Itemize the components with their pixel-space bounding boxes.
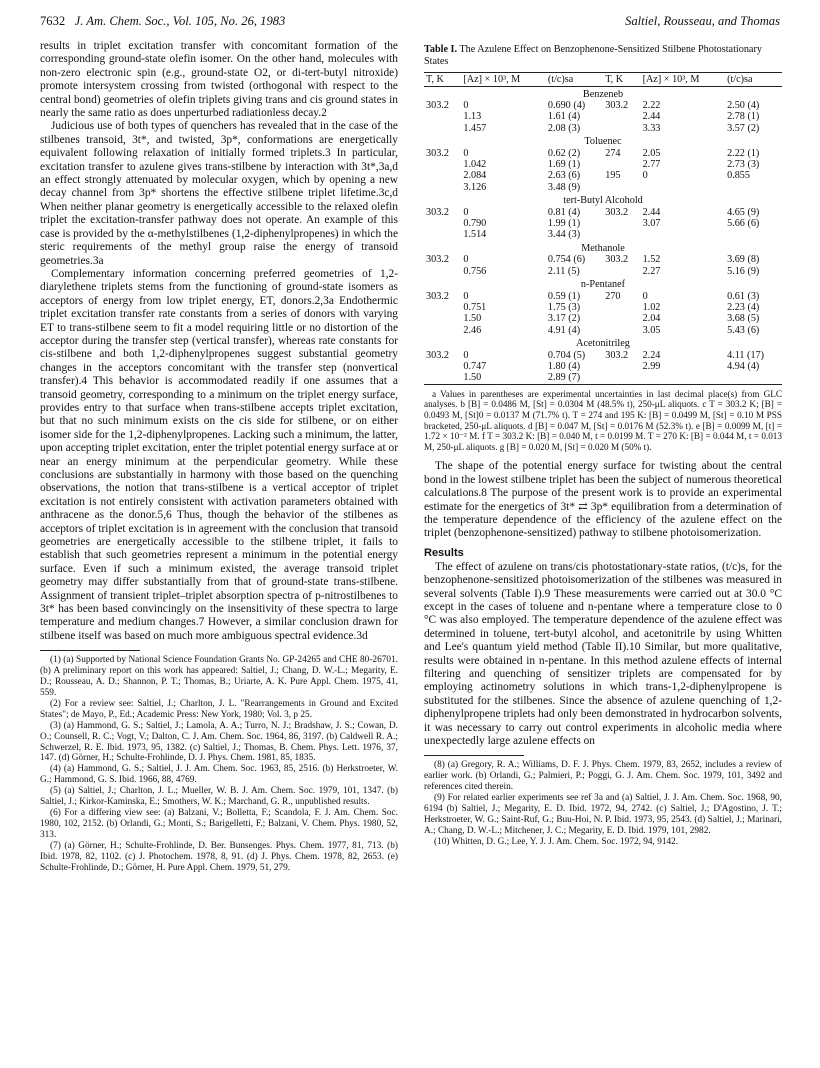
- right-body-text: [424, 460, 782, 540]
- solvent-name: Methanole: [581, 242, 625, 254]
- table-cell: 270: [605, 290, 621, 302]
- solvent-name: tert-Butyl Alcohold: [563, 195, 643, 207]
- table-cell: 0 0.756: [463, 254, 487, 277]
- header-left: [40, 14, 285, 29]
- footnote: (2) For a review see: Saltiel, J.; Charlton, J. L. "Rearrangements in Ground and Excited States"; de Mayo, P., Ed.; Academic Press: New York, 1980; Vol. 3, p 25.: [40, 698, 398, 720]
- right-footnotes: [424, 760, 782, 847]
- table-cell: 0.704 (5) 1.80 (4) 2.89 (7): [547, 349, 586, 384]
- table-caption: [424, 44, 782, 68]
- table-cell: 303.2: [605, 254, 629, 266]
- table-cell: 0 1.13 1.457: [463, 100, 487, 134]
- footnote: (6) For a differing view see: (a) Balzani, V.; Bolletta, F.; Scandola, F. J. Am. Chem. Soc. 1980, 102, 2152. (b) Orlandi, G.; Monti, S.; Barigelletti, F.; Balzani, V. Chem. Phys. 1980, 52, 313.: [40, 807, 398, 840]
- solvent-group-row: [424, 134, 782, 147]
- table-cell: 3.69 (8) 5.16 (9): [727, 254, 760, 277]
- left-column: [40, 40, 398, 873]
- body-paragraph: Judicious use of both types of quenchers has revealed that in the case of the stilbenes transoid, 3t*, and twisted, 3p*, conformations are energetically equivalent following relaxation of initially formed triplets.3 In particular, excitation transfer to azulene gives trans-stilbene by interaction with 3t*,3a,d an effect strongly attenuated by molecular oxygen, which by opening a new decay channel from 3p* shortens the effective stilbene triplet lifetime.3c,d When neither planar geometry is energetically accessible to the relaxed olefin triplet the excitation-transfer pathway does not operate. An example of this case is provided by the α-methylstilbenes (1,2-diphenylpropenes) in which the steric requirements of the methyl group raise the energy of transoid geometries.3a: [40, 120, 398, 267]
- solvent-group-row: [424, 277, 782, 290]
- table-bottom-rule: [424, 384, 782, 385]
- solvent-group-row: [424, 86, 782, 100]
- table-column-header: [Az] × 10³, M: [642, 73, 700, 85]
- footnote: (4) (a) Hammond, G. S.; Saltiel, J. J. Am. Chem. Soc. 1963, 85, 2516. (b) Herkstroeter, W. G.; Hammond, G. S. Ibid. 1966, 88, 4769.: [40, 764, 398, 786]
- table-cell: 303.2: [605, 100, 629, 111]
- solvent-group-row: [424, 241, 782, 254]
- table-cell: 0.61 (3) 2.23 (4) 3.68 (5) 5.43 (6): [727, 290, 760, 336]
- body-paragraph: Complementary information concerning preferred geometries of 1,2-diarylethene triplets stems from the functioning of ground-state isomers as acceptors of energy from low triplet energy, ET, donors.2,3a Endothermic triplet excitation transfer rate constants from a series of donors with varying ET to trans-stilbene seem to fit a model requiring little or no distortion of the acceptor during the transfer step (vertical transfer), whereas rate constants for cis-stilbene and both 1,2-diphenylpropenes suggest substantial geometry changes in the acceptors concomitant with the transfer step (nonvertical transfer).4 This behavior is accommodated readily if one assumes that a transoid geometry, corresponding to a minimum on the triplet energy surface, provides entry to that surface when trans-stilbene accepts triplet excitation, but that no such minimum exists on the cis side for stilbene, or on either isomer side for the 1,2-diphenylpropenes. Lacking such a minimum, the latter, upon accepting triplet excitation, enter the triplet potential energy surface at or near an energy minimum at the perpendicular geometry. While these conclusions are substantially in harmony with those based on the quenching observations, the notion that trans-stilbene is a vertical acceptor of triplet excitation is not entirely consistent with activation parameters obtained with anthracene as the donor.5,6 Thus, though the behavior of the stilbenes as acceptors of triplet excitation is in agreement with the conclusion that transoid geometries are energetically accessible to the stilbene triplet, it fails to establish that such geometries represent a minimum in the potential energy surface. Even if such a minimum existed, the average transoid triplet geometry may differ substantially from that of ground-state trans-stilbene. Assignment of transient triplet–triplet absorption spectra of p-nitrostilbenes to 3t* has been based convincingly on the insensitivity of these spectra to large temperature and medium changes.7 However, a similar conclusion drawn for stilbene itself was based on much more ambiguous spectral evidence.3d: [40, 267, 398, 642]
- table-cell: 2.22 2.44 3.33: [642, 100, 661, 134]
- running-header: [40, 14, 780, 34]
- body-paragraph: results in triplet excitation transfer with concomitant formation of the corresponding ground-state olefin isomer. On the other hand, molecules with non-zero electronic spin (e.g., ground-state O2, or di-tert-butyl nitroxide) promote intersystem crossing from twisted (orthogonal with respect to the central bond) geometries of olefin triplets giving trans and cis ground states in nearly the same ratio as does unperturbed radiationless decay.2: [40, 40, 398, 120]
- page-number: 7632: [40, 14, 66, 28]
- table-cell: 2.44 3.07: [642, 206, 661, 230]
- table-cell: 303.2: [426, 100, 449, 111]
- table-row: [424, 350, 782, 384]
- table-cell: 303.2: [426, 147, 449, 159]
- table-header-row: [424, 72, 782, 86]
- table-body: [424, 86, 782, 384]
- table-column-header: T, K: [426, 73, 444, 85]
- footnote: (7) (a) Görner, H.; Schulte-Frohlinde, D. Ber. Bunsenges. Phys. Chem. 1977, 81, 713. (b) Ibid. 1978, 82, 1102. (c) J. Photochem. 1978, 8, 91. (d) J. Phys. Chem. 1978, 82, 2653. (e) Schulte-Frohlinde, D.; Görner, H. Pure Appl. Chem. 1979, 51, 279.: [40, 840, 398, 873]
- solvent-group-row: [424, 336, 782, 349]
- footnote: (8) (a) Gregory, R. A.; Williams, D. F. J. Phys. Chem. 1979, 83, 2652, includes a review of earlier work. (b) Orlandi, G.; Palmieri, P.; Poggi, G. J. Am. Chem. Soc. 1979, 101, 3492 and references cited therein.: [424, 760, 782, 793]
- table-cell: 303.2: [426, 254, 449, 266]
- table-cell: 0 1.042 2.084 3.126: [463, 147, 487, 193]
- solvent-name: Toluenec: [584, 136, 622, 148]
- footnote-rule-right: [424, 755, 524, 756]
- table-row: [424, 207, 782, 241]
- table-cell: 1.52 2.27: [642, 254, 661, 277]
- azulene-effect-table: [424, 72, 782, 384]
- left-body-text: [40, 40, 398, 643]
- table-caption-text: The Azulene Effect on Benzophenone-Sensitized Stilbene Photostationary States: [424, 44, 762, 67]
- table-column-header: (t/c)sa: [727, 73, 753, 85]
- table-cell: 0 1.02 2.04 3.05: [642, 290, 661, 336]
- results-heading: Results: [424, 546, 464, 559]
- table-cell: 303.2: [605, 206, 629, 218]
- body-paragraph: The shape of the potential energy surface for twisting about the central bond in the lowest stilbene triplet has been the subject of numerous theoretical calculations.8 The purpose of the present work is to provide an experimental estimate for the energetics of 3t* ⇄ 3p* equilibration from a determination of the temperature dependence of the efficiency of the azulene effect on the triplet (benzophenone-sensitized) pathway to stilbene photoisomerization.: [424, 460, 782, 540]
- table-cell: 2.24 2.99: [642, 349, 661, 372]
- footnote: (9) For related earlier experiments see ref 3a and (a) Saltiel, J. J. Am. Chem. Soc. 1968, 90, 6194 (b) Saltiel, J.; Megarity, E. D. Ibid. 1972, 94, 2742. (c) Saltiel, J.; D'Agostino, J. T.; Herkstroeter, W. G.; Saint-Ruf, G.; Buu-Hoi, N. P. Ibid. 1973, 95, 2543. (d) Saltiel, J.; Marinari, A.; Chang, D. W.-L.; Mitchener, J. C.; Megarity, E. D. Ibid. 1979, 101, 2982.: [424, 793, 782, 836]
- table-row: [424, 254, 782, 277]
- table-cell: 2.05 2.77 0: [642, 147, 661, 182]
- journal-name: J. Am. Chem. Soc.,: [74, 14, 170, 28]
- body-paragraph: The effect of azulene on trans/cis photostationary-state ratios, (t/c)s, for the benzophenone-sensitized photoisomerization of the stilbenes was measured in several solvents (Table I).9 These measurements were carried out at 30.0 °C except in the cases of toluene and n-pentane where a temperature close to 0 °C was also employed. The temperature dependence of the azulene effect was determined in toluene, tert-butyl alcohol, and acetonitrile by using Whitten and Lee's quantum yield method (Table II).10 Similar, but more qualitative, results were obtained in n-pentane. In this method azulene effects of internal filtering and quenching of sensitizer triplets are compensated for by employing actinometry solutions in which trans-1,2-diphenylpropene is substituted for the stilbenes. Since the absence of azulene quenching of 1,2-diphenylpropene triplets had only been demonstrated in hydrocarbon solvents, it was necessary to carry out control experiments in alcoholic media where unexpectedly large azulene effects on: [424, 560, 782, 748]
- left-footnotes: [40, 655, 398, 873]
- solvent-name: n-Pentanef: [580, 279, 626, 291]
- table-cell: 4.65 (9) 5.66 (6): [727, 206, 760, 230]
- table-cell: 0.690 (4) 1.61 (4) 2.08 (3): [547, 100, 586, 134]
- table-cell: 0 0.747 1.50: [463, 349, 487, 384]
- footnote: (5) (a) Saltiel, J.; Charlton, J. L.; Mueller, W. B. J. Am. Chem. Soc. 1979, 101, 1347. (b) Saltiel, J.; Kirkor-Kaminska, E.; Smothers, W. K.; Marchand, G. R., unpublished results.: [40, 786, 398, 808]
- right-column: [424, 40, 782, 848]
- table-cell: 2.50 (4) 2.78 (1) 3.57 (2): [727, 100, 760, 134]
- solvent-group-row: [424, 193, 782, 206]
- table-cell: 2.22 (1) 2.73 (3) 0.855: [727, 147, 760, 182]
- volume-issue: Vol. 105, No. 26, 1983: [172, 14, 286, 28]
- table-row: [424, 100, 782, 134]
- footnote: (1) (a) Supported by National Science Foundation Grants No. GP-24265 and CHE 80-26701. (b) A preliminary report on this work has appeared: Saltiel, J.; Chang, D. W.-L.; Megarity, E. D.; Rousseau, A. D.; Shannon, P. T.; Thomas, B.; Uriarte, A. K. Pure Appl. Chem. 1975, 41, 559.: [40, 655, 398, 698]
- footnote: (3) (a) Hammond, G. S.; Saltiel, J.; Lamola, A. A.; Turro, N. J.; Bradshaw, J. S.; Cowan, D. O.; Counsell, R. C.; Vogt, V.; Dalton, C. J. Am. Chem. Soc. 1964, 86, 3197. (b) Caldwell R. A.; Schwerzel, R. E. Ibid. 1973, 95, 1382. (c) Saltiel, J.; Thomas, B. Chem. Phys. Lett. 1976, 37, 147. (d) Görner, H.; Schulte-Frohlinde, D. J. Phys. Chem. 1981, 85, 1835.: [40, 720, 398, 764]
- header-authors: Saltiel, Rousseau, and Thomas: [625, 14, 780, 28]
- table-notes: a Values in parentheses are experimental uncertainties in last decimal place(s) from GLC analyses. b [B] = 0.0486 M, [St] = 0.0304 M (48.5% t), 250-μL aliquots. c T = 303.2 K; [B] = 0.0493 M, [St]0 = 0.0137 M (71.7% t). T = 274 and 195 K: [B] = 0.0499 M, [St] = 0.10 M PSS bracketed, 250-μL aliquots. d [B] = 0.047 M, [St] = 0.0176 M (52.3% t). e [B] = 0.0099 M, [t] = 1.72 × 10⁻² M. f T = 303.2 K: [B] = 0.040 M, t = 0.0199 M. T = 270 K: [B] = 0.044 M, t = 0.013 M, 250-μL aliquots. g [B] = 0.020 M, [St] = 0.020 M (50% t).: [424, 388, 782, 452]
- table-cell: 274 195: [605, 147, 621, 182]
- footnote: (10) Whitten, D. G.; Lee, Y. J. J. Am. Chem. Soc. 1972, 94, 9142.: [434, 836, 679, 847]
- table-cell: 0 0.790 1.514: [463, 206, 487, 241]
- results-body-text: [424, 561, 782, 749]
- table-cell: 303.2: [426, 349, 449, 361]
- solvent-name: Benzeneb: [582, 88, 624, 100]
- table-cell: 0 0.751 1.50 2.46: [463, 290, 487, 336]
- table-row: [424, 148, 782, 194]
- table-cell: 303.2: [426, 206, 449, 218]
- table-column-header: [Az] × 10³, M: [463, 73, 521, 85]
- footnote-rule: [40, 650, 140, 651]
- table-cell: 303.2: [605, 349, 629, 361]
- solvent-name: Acetonitrileg: [576, 338, 630, 350]
- table-row: [424, 291, 782, 337]
- table-caption-label: Table I.: [424, 44, 458, 55]
- table-cell: 0.81 (4) 1.99 (1) 3.44 (3): [547, 206, 581, 241]
- table-cell: 0.754 (6) 2.11 (5): [547, 254, 586, 277]
- table-cell: 303.2: [426, 290, 449, 302]
- table-cell: 4.11 (17) 4.94 (4): [727, 349, 765, 372]
- table-column-header: T, K: [605, 73, 624, 85]
- table-column-header: (t/c)sa: [547, 73, 574, 85]
- table-cell: 0.59 (1) 1.75 (3) 3.17 (2) 4.91 (4): [547, 290, 581, 336]
- table-cell: 0.62 (2) 1.69 (1) 2.63 (6) 3.48 (9): [547, 147, 581, 193]
